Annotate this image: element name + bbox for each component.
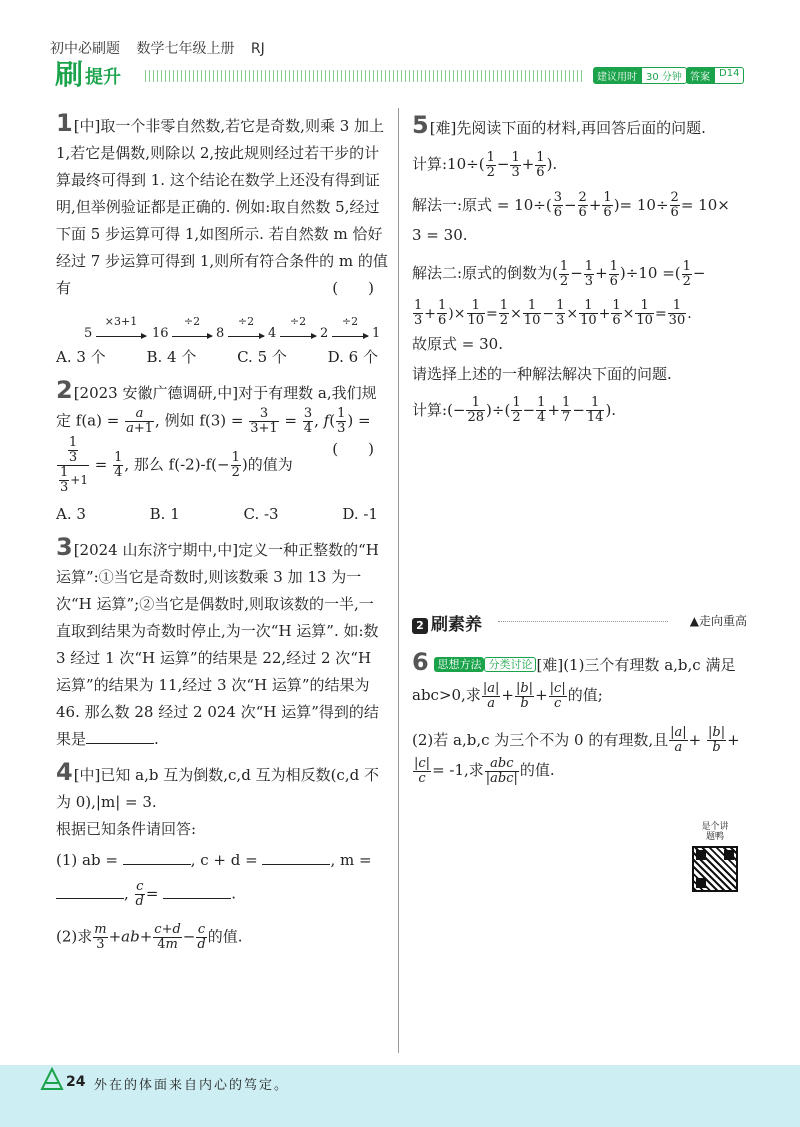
section-subtitle: ▲走向重高 [689,614,747,628]
ask-line: 请选择上述的一种解法解决下面的问题. [412,364,672,383]
question-number: 3 [56,533,73,561]
chain-number: 2 [320,326,329,341]
question-text: [中]已知 a,b 互为倒数,c,d 互为相反数(c,d 不为 0),|m| = 3. [56,766,379,811]
options-row [56,344,388,371]
part-text: , m = [330,851,372,869]
time-value: 30 分钟 [641,67,687,84]
calc-text: 计算:10÷ [412,155,479,173]
section-header [412,610,747,635]
method-1-result: 3 = 30. [412,226,468,244]
answer-bracket: ( ) [332,440,374,458]
option-c: C. 5 个 [237,348,287,366]
question-2: 2[2023 安徽广德调研,中]对于有理数 a,我们规定 f(a) = $\frac{a}{a+1}$ , 例如 f(3) = $\frac{3}{3+1}$ = $\frac{3}{4}$ , f( $\frac{1}{3}$ ) = $\frac{1}{3}$ $\frac{1}{3}$ +1 = $\frac{1}{4}$ , 那么 f(-2)-f(− $\frac{1}{2}$ )的值为 ( ) A. 3 B. 1 C. -3 D. -1 [56,377,388,528]
chain-op: ÷2 [341,315,359,328]
option-a: A. 3 [56,505,86,523]
chain-number: 1 [372,326,381,341]
section-badge: 2 [412,618,428,634]
answer-blank [163,885,231,899]
question-text: , 那么 f(-2)-f [124,455,212,474]
answer-bracket: ( ) [332,279,374,297]
question-5 [412,110,747,425]
question-number: 4 [56,758,73,786]
question-text: 的值; [567,686,603,704]
question-text: [2023 安徽广德调研,中]对于有理数 a,我们规定 f(a) = [56,384,377,430]
question-text: 的值为 [247,455,293,474]
chain-arrow [228,308,264,337]
qr-caption: 是个讲题鸭 [701,822,729,842]
fraction: $\frac{3}{4}$ [303,406,313,436]
answer-blank [86,730,154,744]
section-title [412,610,482,635]
footer-motto: 外在的体面来自内心的笃定。 [94,1078,290,1093]
method-text: ÷10 = [625,264,675,282]
question-text: 的值. [519,761,555,779]
fraction: $\frac{1}{3}$ [337,406,346,436]
brand-small: 提升 [85,67,122,88]
part-1: (1) ab = , c + d = , m = , $\frac{c}{d}$ = . [56,851,372,909]
part-2: (2)若 a,b,c 为三个不为 0 的有理数,且 $\frac{|a|}{a}$ + $\frac{|b|}{b}$ + $\frac{|c|}{c}$ = -1,求 $\frac{\text{abc}}{\text{|abc|}}$ 的值. [412,725,740,786]
operation-chain [56,308,388,340]
question-1 [56,110,388,371]
option-c: C. -3 [243,505,279,523]
conclusion: 故原式 = 30. [412,334,503,353]
fraction: $\frac{c+d}{4m}$ [154,922,181,952]
question-number: 1 [56,109,73,137]
chain-arrow [172,308,212,337]
left-column [56,110,388,954]
question-3: 3[2024 山东济宁期中,中]定义一种正整数的“H 运算”:①当它是奇数时,则该数乘 3 加 13 为一次“H 运算”;②当它是偶数时,则取该数的一半,一直取到结果为奇数时停止,为一次“H 运算”. 如:数 3 经过 1 次“H 运算”的结果是 22,经过 2 次“H 运算”的结果为 11,经过 3 次“H 运算”的结果为 46. 那么数 28 经过 2 024 次“H 运算”得到的结果是 . [56,533,379,748]
question-4 [56,759,388,952]
question-6: 6 思想方法 分类讨论 [难](1)三个有理数 a,b,c 满足 abc>0,求 $\frac{|a|}{a}$ + $\frac{|b|}{b}$ + $\frac{|c|}{c}$ 的值; (2)若 a,b,c 为三个不为 0 的有理数,且 $\frac{|a|}{a}$ + $\frac{|b|}{b}$ + $\frac{|c|}{c}$ = -1,求 $\frac{\text{abc}}{\text{|abc|}}$ 的值. [412,647,747,786]
part-text: 的值. [207,927,243,946]
right-column [412,110,747,425]
part-2: (2)求 $\frac{m}{3}$ +ab+ $\frac{c+d}{4m}$ − $\frac{c}{d}$ 的值. [56,922,243,952]
answer-badge [686,67,744,84]
method-text: 解法二:原式的倒数为 [412,264,553,282]
question-number: 2 [56,376,73,404]
calc-text: 计算: [412,400,448,419]
options-row [56,501,388,528]
method-tag: 思想方法 [434,657,484,672]
fraction: $\frac{3}{3+1}$ [250,406,278,436]
answer-blank [56,885,124,899]
answer-label: 答案 [686,67,714,84]
fraction: $\frac{m}{3}$ [94,922,107,952]
chain-op: ×3+1 [104,315,138,328]
question-number: 5 [412,111,429,139]
fraction: $\frac{c}{d}$ [197,922,206,952]
column-divider [398,108,399,1053]
answer-page: D14 [714,67,744,84]
mascot-logo-icon [40,1067,64,1091]
section-brand [55,56,121,90]
chain-op: ÷2 [237,315,255,328]
method-2: 解法二:原式的倒数为( $\frac{1}{2}$ − $\frac{1}{3}$ + $\frac{1}{6}$ )÷10 =( $\frac{1}{2}$ − [412,258,706,289]
book-title: 初中必刷题 [50,41,120,57]
calc-line-2: 计算:(− $\frac{1}{28}$ )÷( $\frac{1}{2}$ − $\frac{1}{4}$ + $\frac{1}{7}$ − $\frac{1}{14}$ ). [412,395,617,425]
chain-arrow [96,308,146,337]
time-badge [593,67,687,84]
chain-number: 16 [152,326,169,341]
chain-arrow [280,308,316,337]
calc-line: 计算:10÷( $\frac{1}{2}$ − $\frac{1}{3}$ + $\frac{1}{6}$ ). [412,149,558,180]
part-text: (2)求 [56,927,93,946]
prompt: 根据已知条件请回答: [56,820,197,838]
question-text: [中]取一个非零自然数,若它是奇数,则乘 3 加上 1,若它是偶数,则除以 2,按此规则经过若干步的计算最终可得到 1. 这个结论在数学上还没有得到证明,但举例验证都是正确的. 例如:取自然数 5,经过下面 5 步运算可得 1,如图所示. 若自然数 m 恰好经过 7 步运算可得到 1,则所有符合条件的 m 的值有 [56,117,388,297]
answer-blank [123,851,191,865]
book-header [50,38,277,58]
fraction: $\frac{c}{d}$ [135,879,144,909]
part-text: , c + d = [190,851,258,869]
question-number: 6 [412,648,429,676]
section-dots [498,621,668,622]
fraction: $\frac{1}{3}$ $\frac{1}{3}$ +1 [57,436,89,495]
answer-blank [262,851,330,865]
method-text: = 10÷ [619,195,669,214]
method-1: 解法一:原式 = 10÷( $\frac{3}{6}$ − $\frac{2}{6}$ + $\frac{1}{6}$ )= 10÷ $\frac{2}{6}$ = 10× [412,190,730,220]
fraction: $\frac{1}{4}$ [114,450,123,480]
chain-number: 8 [216,326,225,341]
qr-block [685,822,745,892]
part-text: (1) ab = [56,851,118,869]
method-2-expansion: $\frac{1}{3}$ + $\frac{1}{6}$ )× $\frac{1}{10}$ = $\frac{1}{2}$ × $\frac{1}{10}$ − $\frac{1}{3}$ × $\frac{1}{10}$ + $\frac{1}{6}$ × $\frac{1}{10}$ = $\frac{1}{30}$ . [414,298,692,328]
chain-number: 5 [84,326,93,341]
option-a: A. 3 个 [56,348,106,366]
question-text: = -1,求 [432,761,484,779]
fraction: $\frac{a}{a+1}$ [126,406,154,436]
question-text: [2024 山东济宁期中,中]定义一种正整数的“H 运算”:①当它是奇数时,则该数乘 3 加 13 为一次“H 运算”;②当它是偶数时,则取该数的一半,一直取到结果为奇数时停止,为一次“H 运算”. 如:数 3 经过 1 次“H 运算”的结果是 22,经过 2 次“H 运算”的结果为 11,经过 3 次“H 运算”的结果为 46. 那么数 28 经过 2 024 次“H 运算”得到的结果是 [56,541,379,748]
time-label: 建议用时 [593,67,641,84]
edition-label: RJ [250,41,265,57]
option-b: B. 4 个 [146,348,197,366]
page-footer [0,1065,800,1127]
method-text: = 10× [680,195,730,214]
chain-op: ÷2 [183,315,201,328]
section-subtitle-text: 走向重高 [698,614,747,628]
subject-title: 数学七年级上册 [136,41,235,57]
option-d: D. -1 [342,505,378,523]
qr-code-icon[interactable] [692,846,738,892]
question-text: [难](1)三个有理数 a,b,c 满足 abc>0,求 [412,656,736,704]
topic-tag: 分类讨论 [484,657,536,672]
header-hatch-divider [145,70,585,82]
method-text: 解法一:原式 = 10÷ [412,195,546,214]
question-text: , 例如 f(3) = [155,411,244,430]
question-text: (2)若 a,b,c 为三个不为 0 的有理数,且 [412,730,669,749]
brand-big: 刷 [55,58,84,91]
option-d: D. 6 个 [327,348,378,366]
chain-arrow [332,308,368,337]
option-b: B. 1 [149,505,180,523]
chain-number: 4 [268,326,277,341]
chain-op: ÷2 [289,315,307,328]
section-title-text: 刷素养 [431,615,482,635]
question-intro: [难]先阅读下面的材料,再回答后面的问题. [429,119,706,137]
page-number: 24 [66,1074,86,1090]
fraction: $\frac{1}{2}$ [231,450,240,480]
